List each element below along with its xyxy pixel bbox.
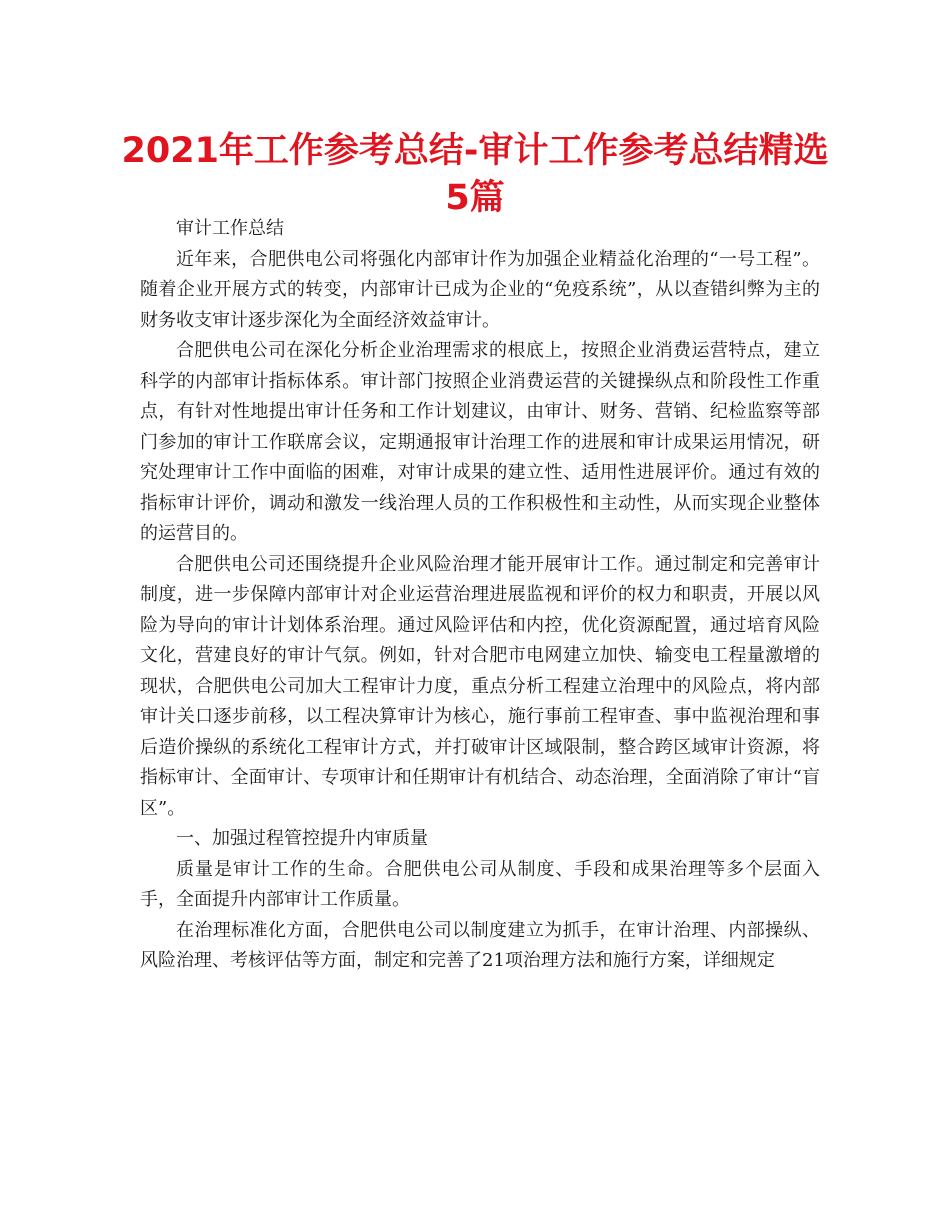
paragraph: 合肥供电公司还围绕提升企业风险治理才能开展审计工作。通过制定和完善审计制度，进一步保障内部审计对企业运营治理进展监视和评价的权力和职责，开展以风险为导向的审计计划体系治理。通过风险评估和内控，优化资源配置，通过培育风险文化，营建良好的审计气氛。例如，针对合肥市电网建立加快、输变电工程量激增的现状，合肥供电公司加大工程审计力度，重点分析工程建立治理中的风险点，将内部审计关口逐步前移，以工程决算审计为核心，施行事前工程审查、事中监视治理和事后造价操纵的系统化工程审计方式，并打破审计区域限制，整合跨区域审计资源，将指标审计、全面审计、专项审计和任期审计有机结合、动态治理，全面消除了审计“盲区”。 <box>140 553 820 819</box>
paragraph: 近年来，合肥供电公司将强化内部审计作为加强企业精益化治理的“一号工程”。随着企业开展方式的转变，内部审计已成为企业的“免疫系统”，从以查错纠弊为主的财务收支审计逐步深化为全面经济效益审计。 <box>140 248 820 331</box>
paragraph: 质量是审计工作的生命。合肥供电公司从制度、手段和成果治理等多个层面入手，全面提升内部审计工作质量。 <box>140 858 820 910</box>
paragraph-subheading: 一、加强过程管控提升内审质量 <box>176 828 428 849</box>
paragraph: 在治理标准化方面，合肥供电公司以制度建立为抓手，在审计治理、内部操纵、风险治理、考核评估等方面，制定和完善了21项治理方法和施行方案，详细规定 <box>140 919 820 971</box>
paragraph: 合肥供电公司在深化分析企业治理需求的根底上，按照企业消费运营特点，建立科学的内部审计指标体系。审计部门按照企业消费运营的关键操纵点和阶段性工作重点，有针对性地提出审计任务和工作计划建议，由审计、财务、营销、纪检监察等部门参加的审计工作联席会议，定期通报审计治理工作的进展和审计成果运用情况，研究处理审计工作中面临的困难，对审计成果的建立性、适用性进展评价。通过有效的指标审计评价，调动和激发一线治理人员的工作积极性和主动性，从而实现企业整体的运营目的。 <box>140 340 820 544</box>
document-body <box>140 214 820 977</box>
paragraph-section-heading: 审计工作总结 <box>176 218 284 239</box>
document-title: 2021年工作参考总结-审计工作参考总结精选5篇 <box>121 131 829 218</box>
